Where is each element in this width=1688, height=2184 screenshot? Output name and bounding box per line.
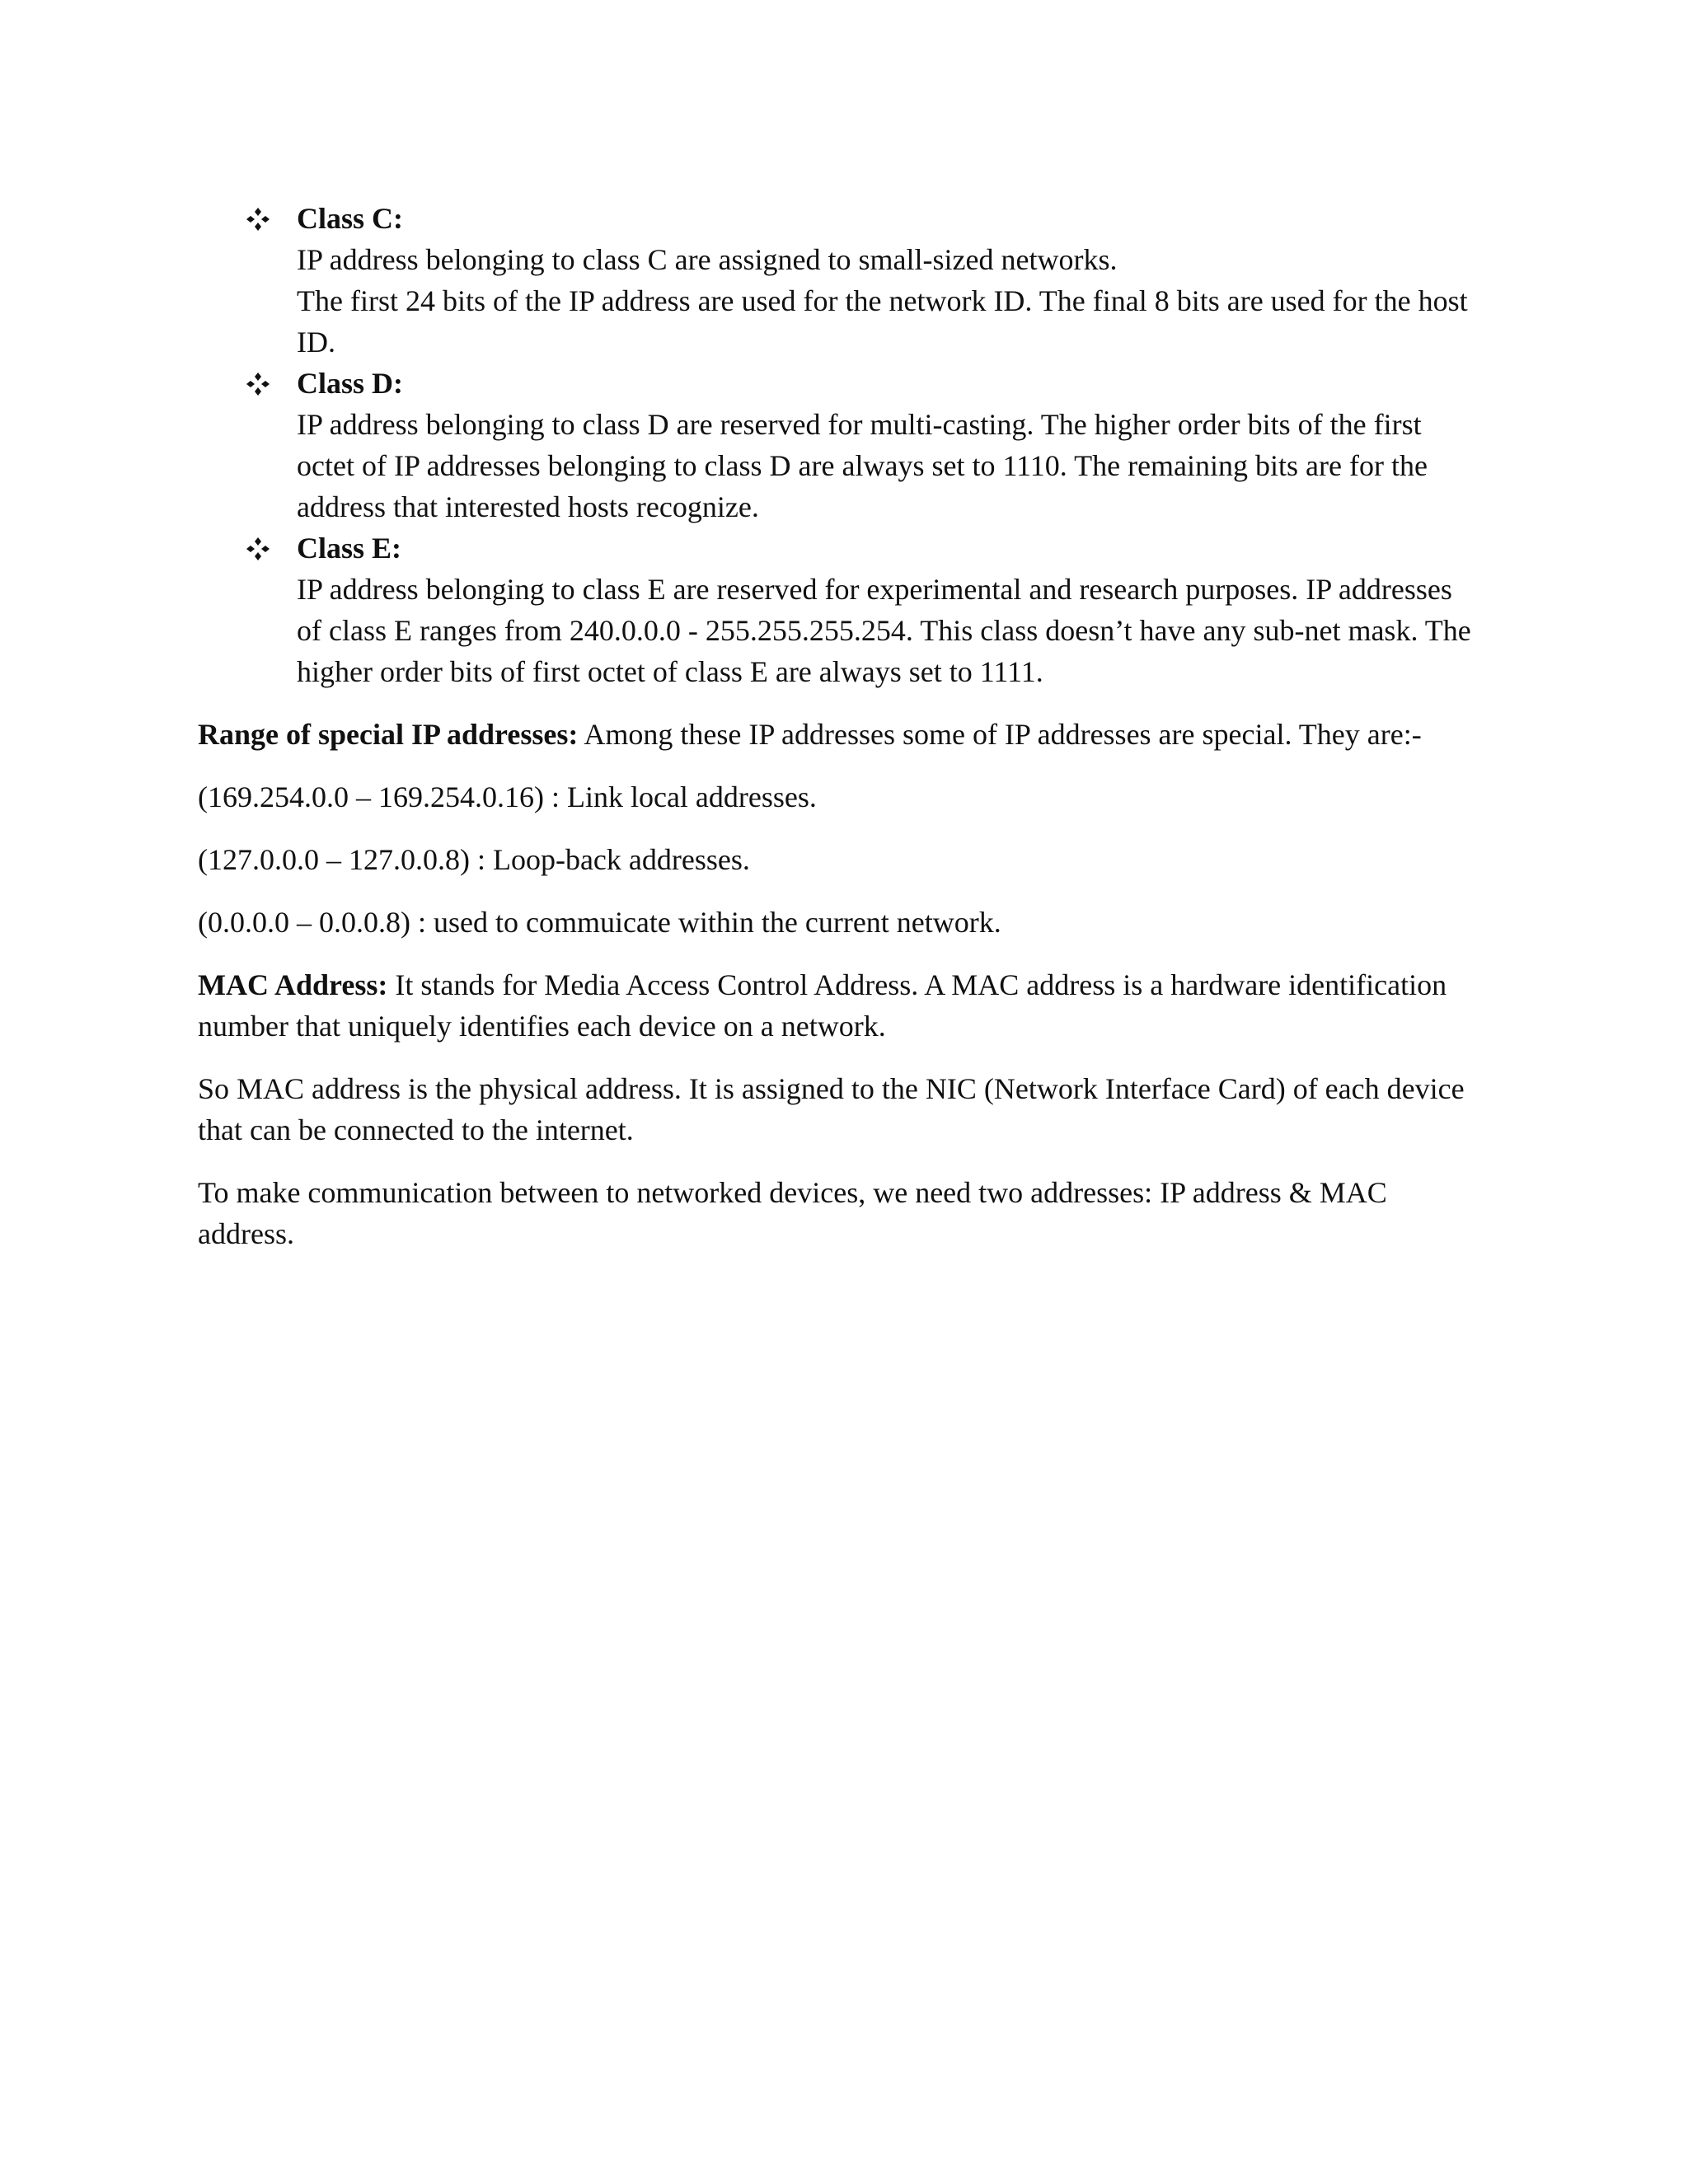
class-d-item [198,363,1484,527]
class-c-item [198,198,1484,363]
special-range-current-network: (0.0.0.0 – 0.0.0.8) : used to commuicate within the current network. [198,906,1001,939]
special-ip-text: Among these IP addresses some of IP addresses are special. They are:- [578,718,1422,751]
mac-address-heading: MAC Address: [198,968,388,1001]
mac-communication-paragraph: To make communication between to networked devices, we need two addresses: IP address & MAC address. [198,1176,1387,1250]
class-e-item [198,527,1484,692]
class-d-heading: Class D: [297,367,404,400]
class-c-heading: Class C: [297,202,404,235]
special-range-loopback: (127.0.0.0 – 127.0.0.8) : Loop-back addresses. [198,843,750,876]
class-d-line-1: IP address belonging to class D are reserved for multi-casting. The higher order bits of the first octet of IP addresses belonging to class D are always set to 1110. The remaining bits are for the address that interested hosts recognize. [297,408,1428,523]
diamond-bullet-icon [246,527,274,569]
diamond-bullet-icon [246,198,274,239]
special-ip-heading: Range of special IP addresses: [198,718,579,751]
mac-address-text: It stands for Media Access Control Address. A MAC address is a hardware identification number that uniquely identifies each device on a network. [198,968,1447,1043]
class-c-line-1: IP address belonging to class C are assigned to small-sized networks. [297,243,1118,276]
ip-class-list [198,198,1484,692]
mac-physical-paragraph: So MAC address is the physical address. It is assigned to the NIC (Network Interface Card) of each device that can be connected to the internet. [198,1072,1465,1146]
class-c-line-2: The first 24 bits of the IP address are used for the network ID. The final 8 bits are used for the host ID. [297,284,1468,359]
special-ip-paragraph [198,714,1484,755]
class-e-heading: Class E: [297,532,402,565]
special-range-link-local: (169.254.0.0 – 169.254.0.16) : Link local addresses. [198,780,817,813]
document-page [198,198,1484,1254]
diamond-bullet-icon [246,363,274,404]
mac-address-paragraph [198,964,1484,1047]
class-e-line-1: IP address belonging to class E are reserved for experimental and research purposes. IP addresses of class E ranges from 240.0.0.0 - 255.255.255.254. This class doesn’t have any sub-net mask. The higher order bits of first octet of class E are always set to 1111. [297,573,1471,688]
